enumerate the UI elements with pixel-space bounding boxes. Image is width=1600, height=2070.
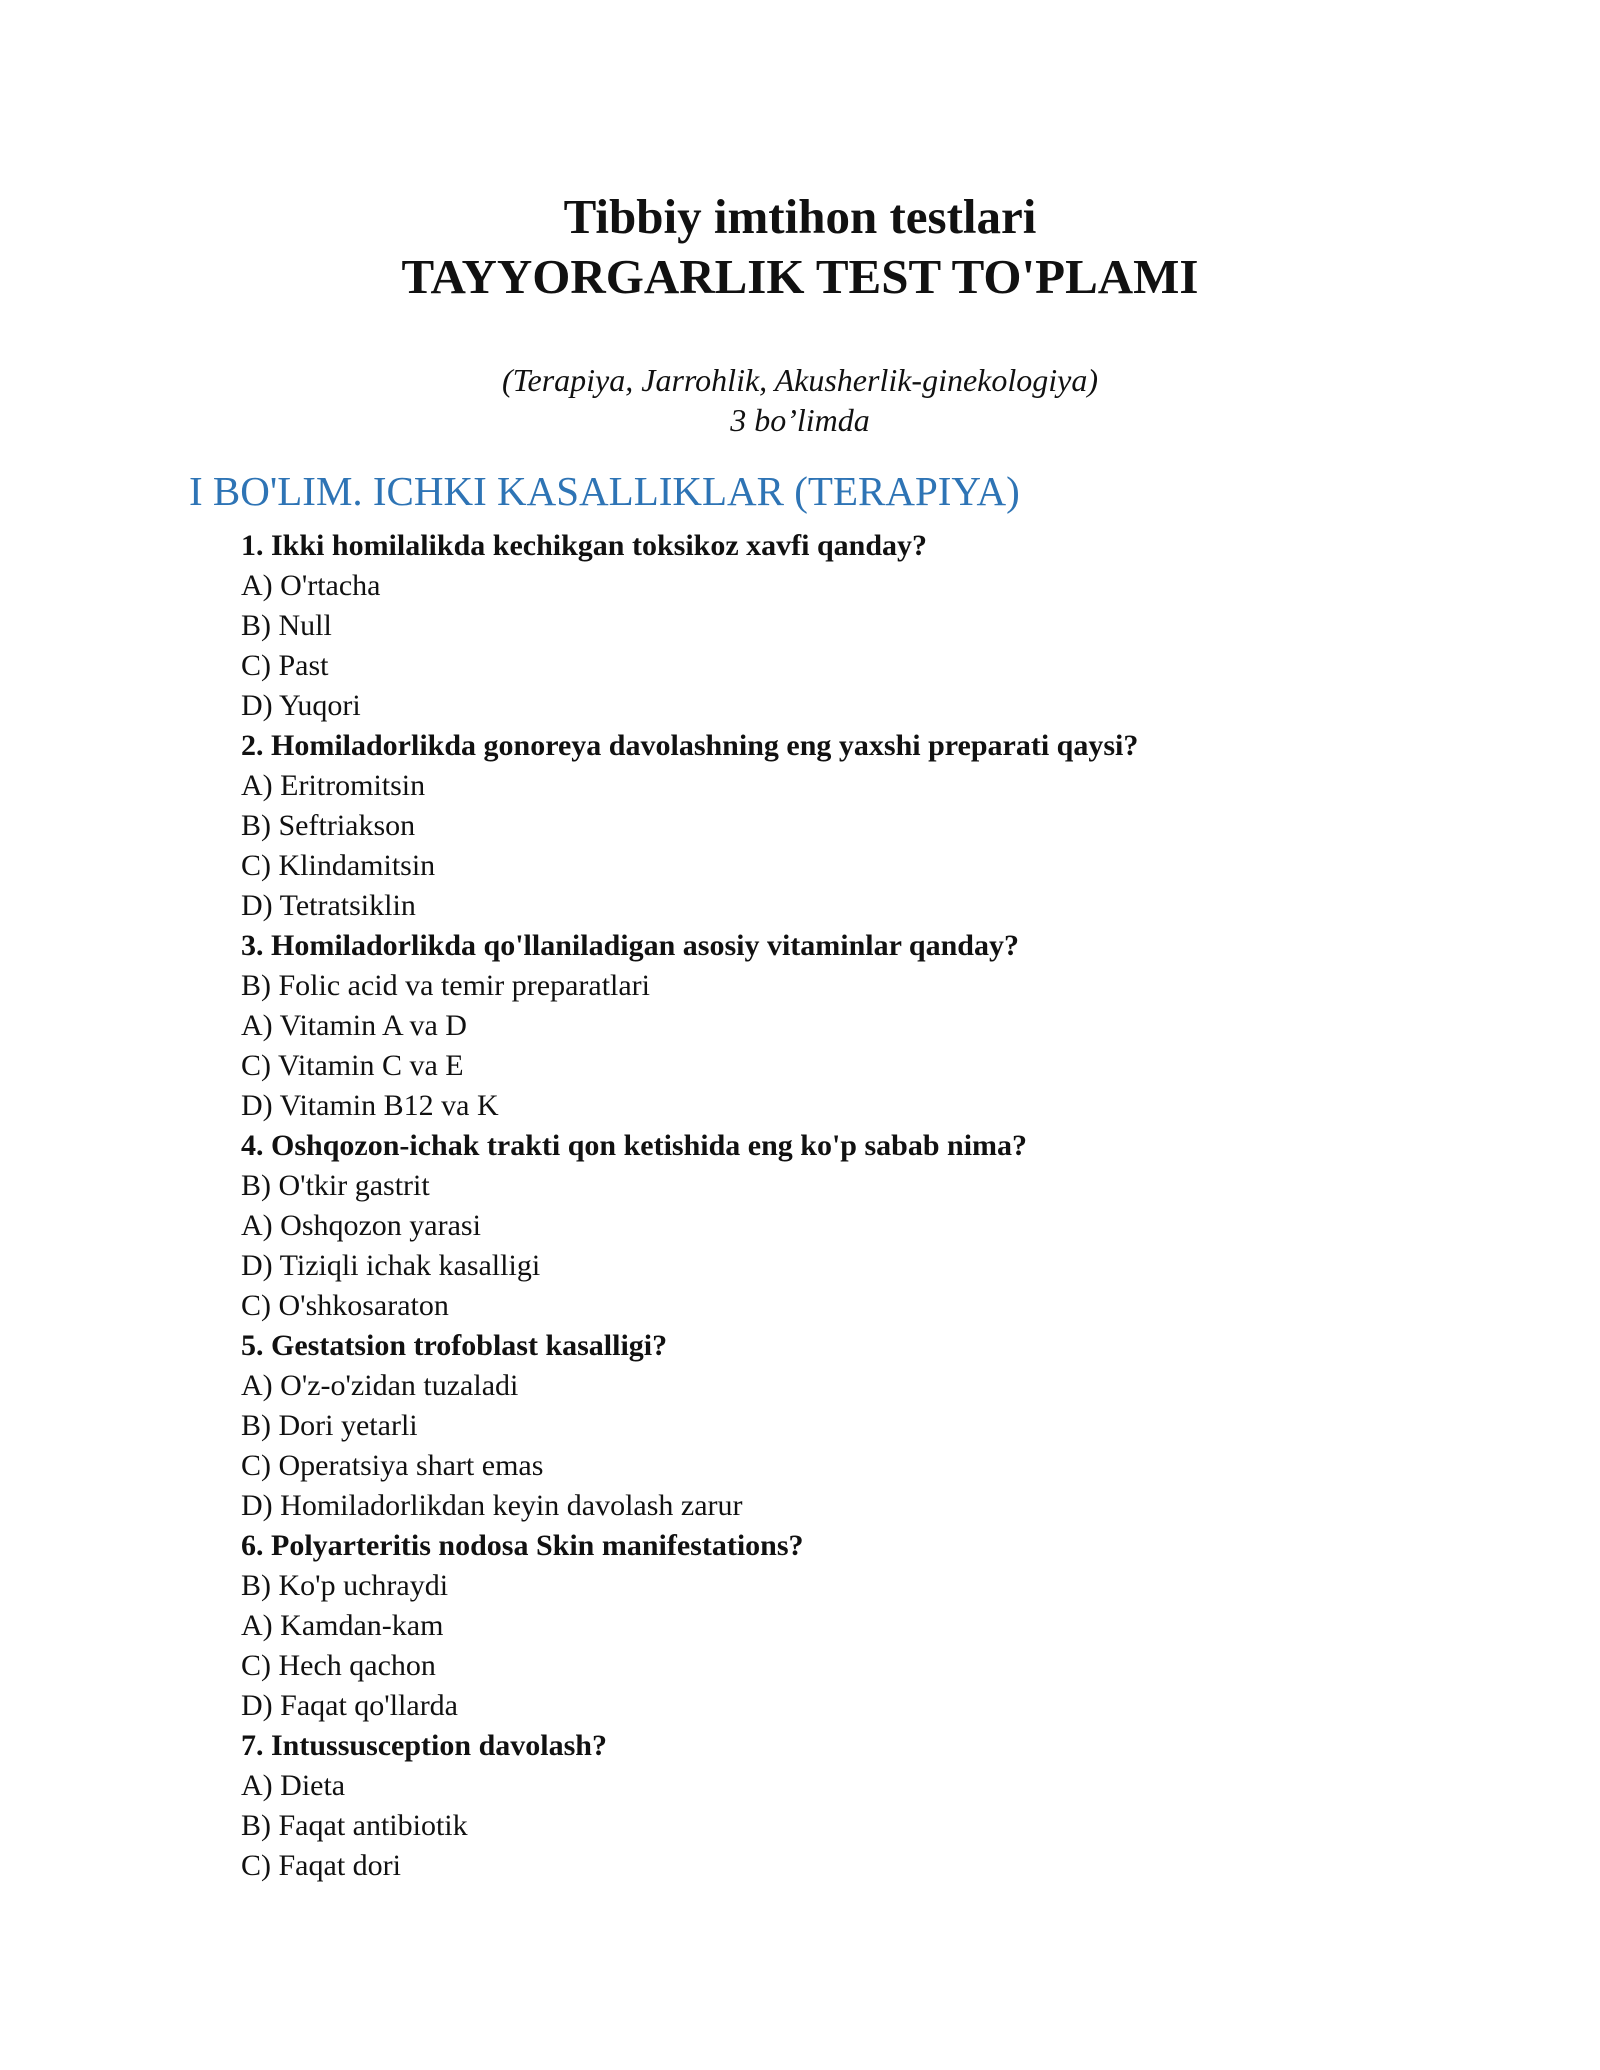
answer-option: A) O'z-o'zidan tuzaladi — [241, 1369, 519, 1402]
question-text: 4. Oshqozon-ichak trakti qon ketishida eng ko'p sabab nima? — [241, 1129, 1028, 1162]
question-list — [241, 526, 1138, 1886]
answer-option: D) Vitamin B12 va K — [241, 1089, 499, 1122]
answer-option: B) O'tkir gastrit — [241, 1169, 430, 1202]
answer-option: B) Ko'p uchraydi — [241, 1569, 449, 1602]
answer-option: C) O'shkosaraton — [241, 1289, 449, 1322]
question-block — [241, 1526, 1138, 1726]
question-text: 3. Homiladorlikda qo'llaniladigan asosiy vitaminlar qanday? — [241, 929, 1019, 962]
answer-option: B) Folic acid va temir preparatlari — [241, 969, 650, 1002]
answer-option: C) Operatsiya shart emas — [241, 1449, 544, 1482]
answer-option: A) Dieta — [241, 1769, 346, 1802]
question-block — [241, 526, 1138, 726]
answer-option: C) Faqat dori — [241, 1849, 401, 1882]
answer-option: C) Hech qachon — [241, 1649, 436, 1682]
question-text: 2. Homiladorlikda gonoreya davolashning eng yaxshi preparati qaysi? — [241, 729, 1139, 762]
answer-option: B) Null — [241, 609, 332, 642]
question-block — [241, 1326, 1138, 1526]
answer-option: B) Dori yetarli — [241, 1409, 418, 1442]
answer-option: A) Eritromitsin — [241, 769, 426, 802]
section-count: 3 bo’limda — [730, 402, 870, 438]
question-text: 1. Ikki homilalikda kechikgan toksikoz xavfi qanday? — [241, 529, 928, 562]
answer-option: A) Oshqozon yarasi — [241, 1209, 481, 1242]
answer-option: A) Kamdan-kam — [241, 1609, 444, 1642]
answer-option: B) Seftriakson — [241, 809, 416, 842]
answer-option: D) Tetratsiklin — [241, 889, 416, 922]
answer-option: D) Faqat qo'llarda — [241, 1689, 459, 1722]
question-block — [241, 926, 1138, 1126]
subject-list: (Terapiya, Jarrohlik, Akusherlik-ginekologiya) — [501, 362, 1099, 398]
answer-option: A) O'rtacha — [241, 569, 381, 602]
answer-option: C) Past — [241, 649, 329, 682]
question-text: 6. Polyarteritis nodosa Skin manifestations? — [241, 1529, 804, 1562]
answer-option: D) Homiladorlikdan keyin davolash zarur — [241, 1489, 743, 1522]
answer-option: B) Faqat antibiotik — [241, 1809, 468, 1842]
question-text: 5. Gestatsion trofoblast kasalligi? — [241, 1329, 668, 1362]
answer-option: C) Vitamin C va E — [241, 1049, 464, 1082]
document-title: Tibbiy imtihon testlari — [563, 189, 1037, 244]
document-subtitle-heading: TAYYORGARLIK TEST TO'PLAMI — [401, 249, 1199, 304]
answer-option: A) Vitamin A va D — [241, 1009, 467, 1042]
answer-option: D) Yuqori — [241, 689, 361, 722]
question-text: 7. Intussusception davolash? — [241, 1729, 607, 1762]
answer-option: D) Tiziqli ichak kasalligi — [241, 1249, 541, 1282]
question-block — [241, 726, 1138, 926]
answer-option: C) Klindamitsin — [241, 849, 436, 882]
section-heading: I BO'LIM. ICHKI KASALLIKLAR (TERAPIYA) — [189, 468, 1020, 514]
question-block — [241, 1126, 1138, 1326]
question-block — [241, 1726, 1138, 1886]
